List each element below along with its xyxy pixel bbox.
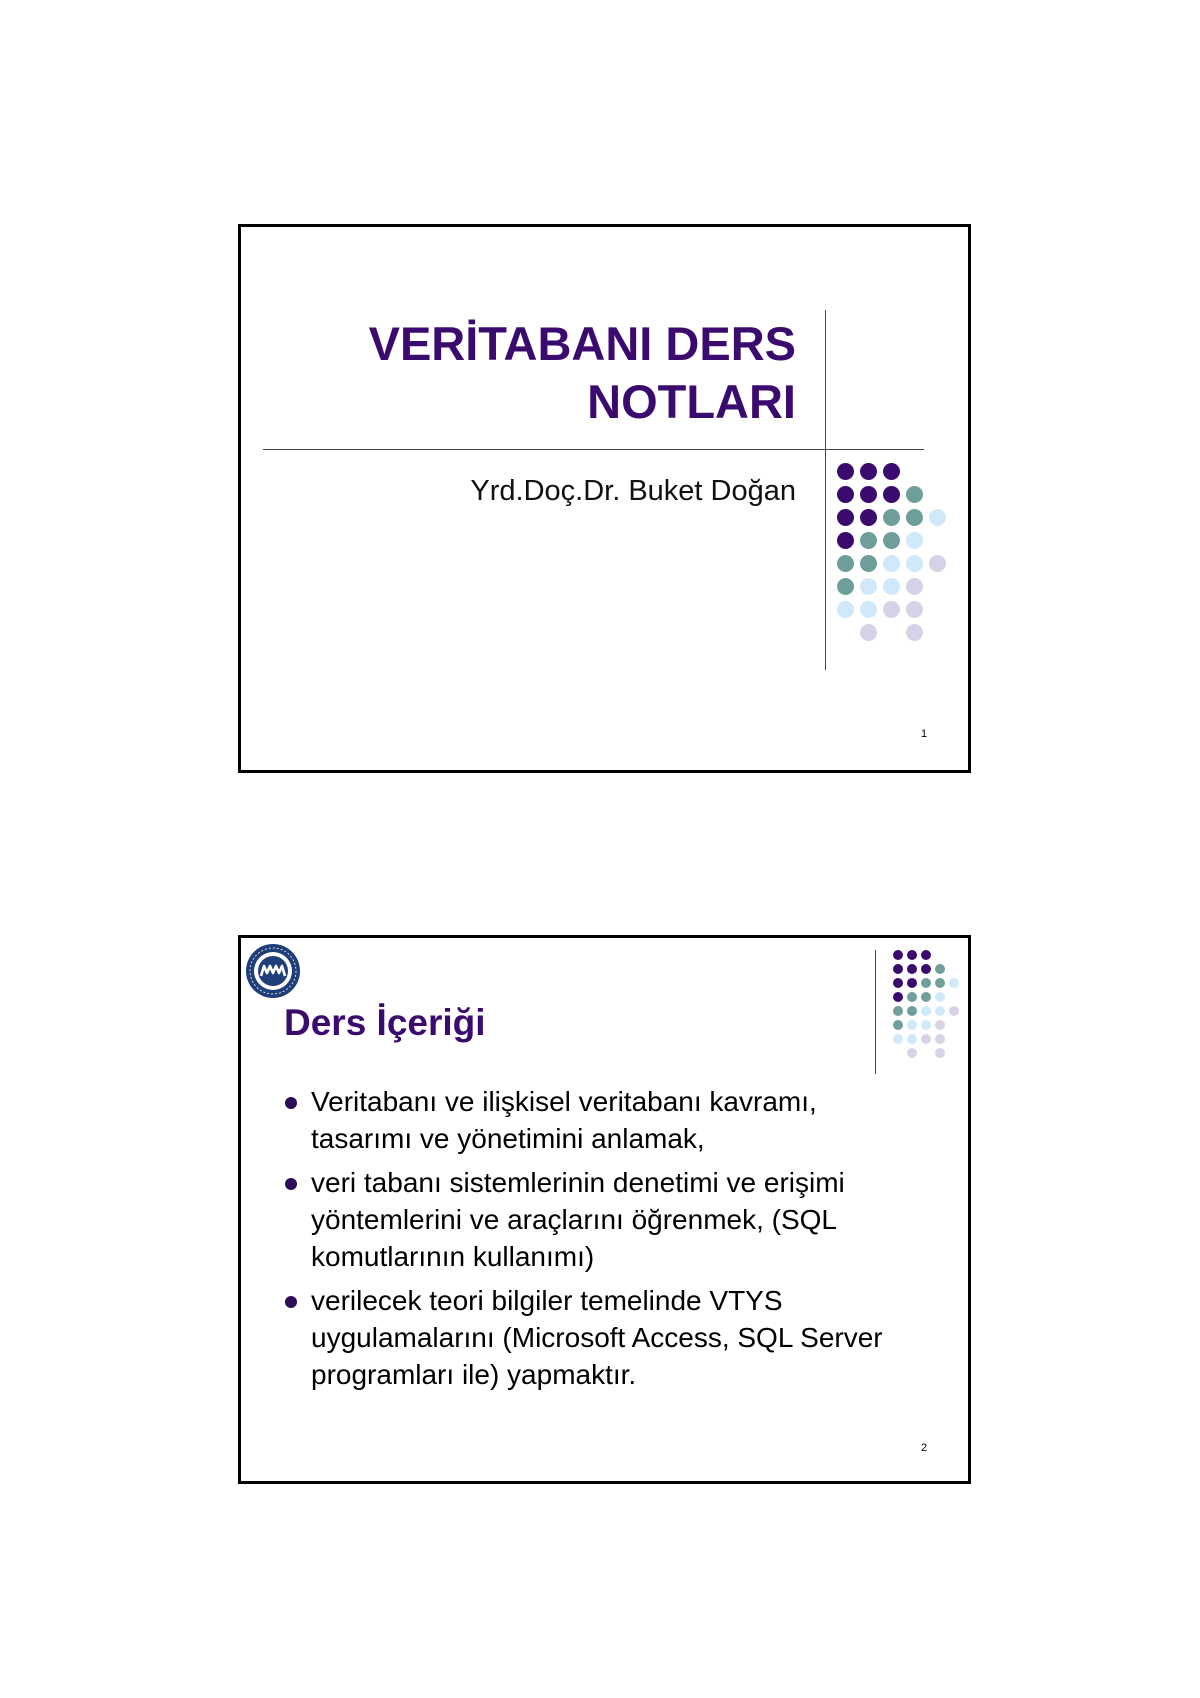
- decor-dot: [837, 463, 854, 480]
- decor-dot: [883, 532, 900, 549]
- page-number: 2: [921, 1442, 928, 1454]
- decor-dot: [935, 978, 945, 988]
- decor-dot: [906, 555, 923, 572]
- decor-dot: [837, 509, 854, 526]
- decor-dot: [893, 964, 903, 974]
- decor-dot: [906, 532, 923, 549]
- list-item: [284, 1164, 904, 1275]
- decor-dot: [935, 1020, 945, 1030]
- horizontal-divider: [263, 449, 924, 450]
- decor-dot: [906, 509, 923, 526]
- decor-dot: [893, 1006, 903, 1016]
- decor-dot: [935, 992, 945, 1002]
- decor-dot: [935, 1034, 945, 1044]
- decor-dot: [837, 578, 854, 595]
- decor-dot: [860, 509, 877, 526]
- decor-dot: [921, 1020, 931, 1030]
- slide-1: [238, 224, 971, 773]
- decor-dot: [860, 463, 877, 480]
- decor-dot: [935, 1048, 945, 1058]
- list-item-text: veri tabanı sistemlerinin denetimi ve erişimi yöntemlerini ve araçlarını öğrenmek, (SQL komutlarının kullanımı): [311, 1167, 845, 1272]
- decor-dot: [921, 978, 931, 988]
- decor-dot: [883, 601, 900, 618]
- decor-dot: [935, 964, 945, 974]
- decor-dot: [860, 555, 877, 572]
- bullet-icon: [285, 1178, 297, 1190]
- decor-dot: [949, 978, 959, 988]
- slide-2: [238, 935, 971, 1484]
- decor-dot: [860, 532, 877, 549]
- decor-dot: [837, 532, 854, 549]
- decor-dot: [907, 1006, 917, 1016]
- decor-dot: [860, 578, 877, 595]
- decor-dot: [921, 1034, 931, 1044]
- decor-dot: [860, 486, 877, 503]
- decor-dot: [907, 964, 917, 974]
- decor-dot: [883, 578, 900, 595]
- decor-dot: [921, 992, 931, 1002]
- decor-dot: [860, 601, 877, 618]
- decor-dot: [837, 601, 854, 618]
- decor-dot: [907, 992, 917, 1002]
- decor-dot: [935, 1006, 945, 1016]
- decor-dot: [921, 964, 931, 974]
- decor-dot: [929, 555, 946, 572]
- decor-dot: [949, 1006, 959, 1016]
- decor-dot: [837, 555, 854, 572]
- decor-dot: [929, 509, 946, 526]
- decor-dot: [921, 950, 931, 960]
- decor-dot: [907, 978, 917, 988]
- bullet-icon: [285, 1097, 297, 1109]
- vertical-divider: [875, 950, 876, 1074]
- decor-dot: [883, 486, 900, 503]
- decor-dot: [906, 486, 923, 503]
- slide-title: Ders İçeriği: [284, 1002, 486, 1043]
- decor-dot: [907, 1034, 917, 1044]
- title-line-1: VERİTABANI DERS: [368, 317, 796, 370]
- decor-dot: [907, 950, 917, 960]
- decor-dot: [893, 992, 903, 1002]
- decor-dot: [893, 1034, 903, 1044]
- list-item-text: verilecek teori bilgiler temelinde VTYS uygulamalarını (Microsoft Access, SQL Server programları ile) yapmaktır.: [311, 1285, 883, 1390]
- list-item: [284, 1282, 904, 1393]
- decor-dot: [906, 578, 923, 595]
- decor-dot: [921, 1006, 931, 1016]
- decor-dot: [907, 1048, 917, 1058]
- decor-dot: [907, 1020, 917, 1030]
- list-item: [284, 1083, 904, 1157]
- bullet-icon: [285, 1296, 297, 1308]
- decor-dot: [906, 624, 923, 641]
- title-line-2: NOTLARI: [587, 375, 796, 428]
- decor-dot: [883, 463, 900, 480]
- university-seal-logo-icon: [245, 943, 301, 999]
- page-number: 1: [921, 728, 928, 740]
- decor-dot: [893, 978, 903, 988]
- decor-dot: [883, 509, 900, 526]
- decor-dot: [883, 555, 900, 572]
- slide-title: [238, 315, 796, 431]
- list-item-text: Veritabanı ve ilişkisel veritabanı kavramı, tasarımı ve yönetimini anlamak,: [311, 1086, 817, 1154]
- decor-dot: [837, 486, 854, 503]
- decor-dot: [893, 950, 903, 960]
- decor-dot: [893, 1020, 903, 1030]
- vertical-divider: [825, 310, 826, 670]
- decor-dot: [860, 624, 877, 641]
- bullet-list: [284, 1083, 904, 1400]
- decor-dot: [906, 601, 923, 618]
- author-subtitle: Yrd.Doç.Dr. Buket Doğan: [470, 475, 796, 507]
